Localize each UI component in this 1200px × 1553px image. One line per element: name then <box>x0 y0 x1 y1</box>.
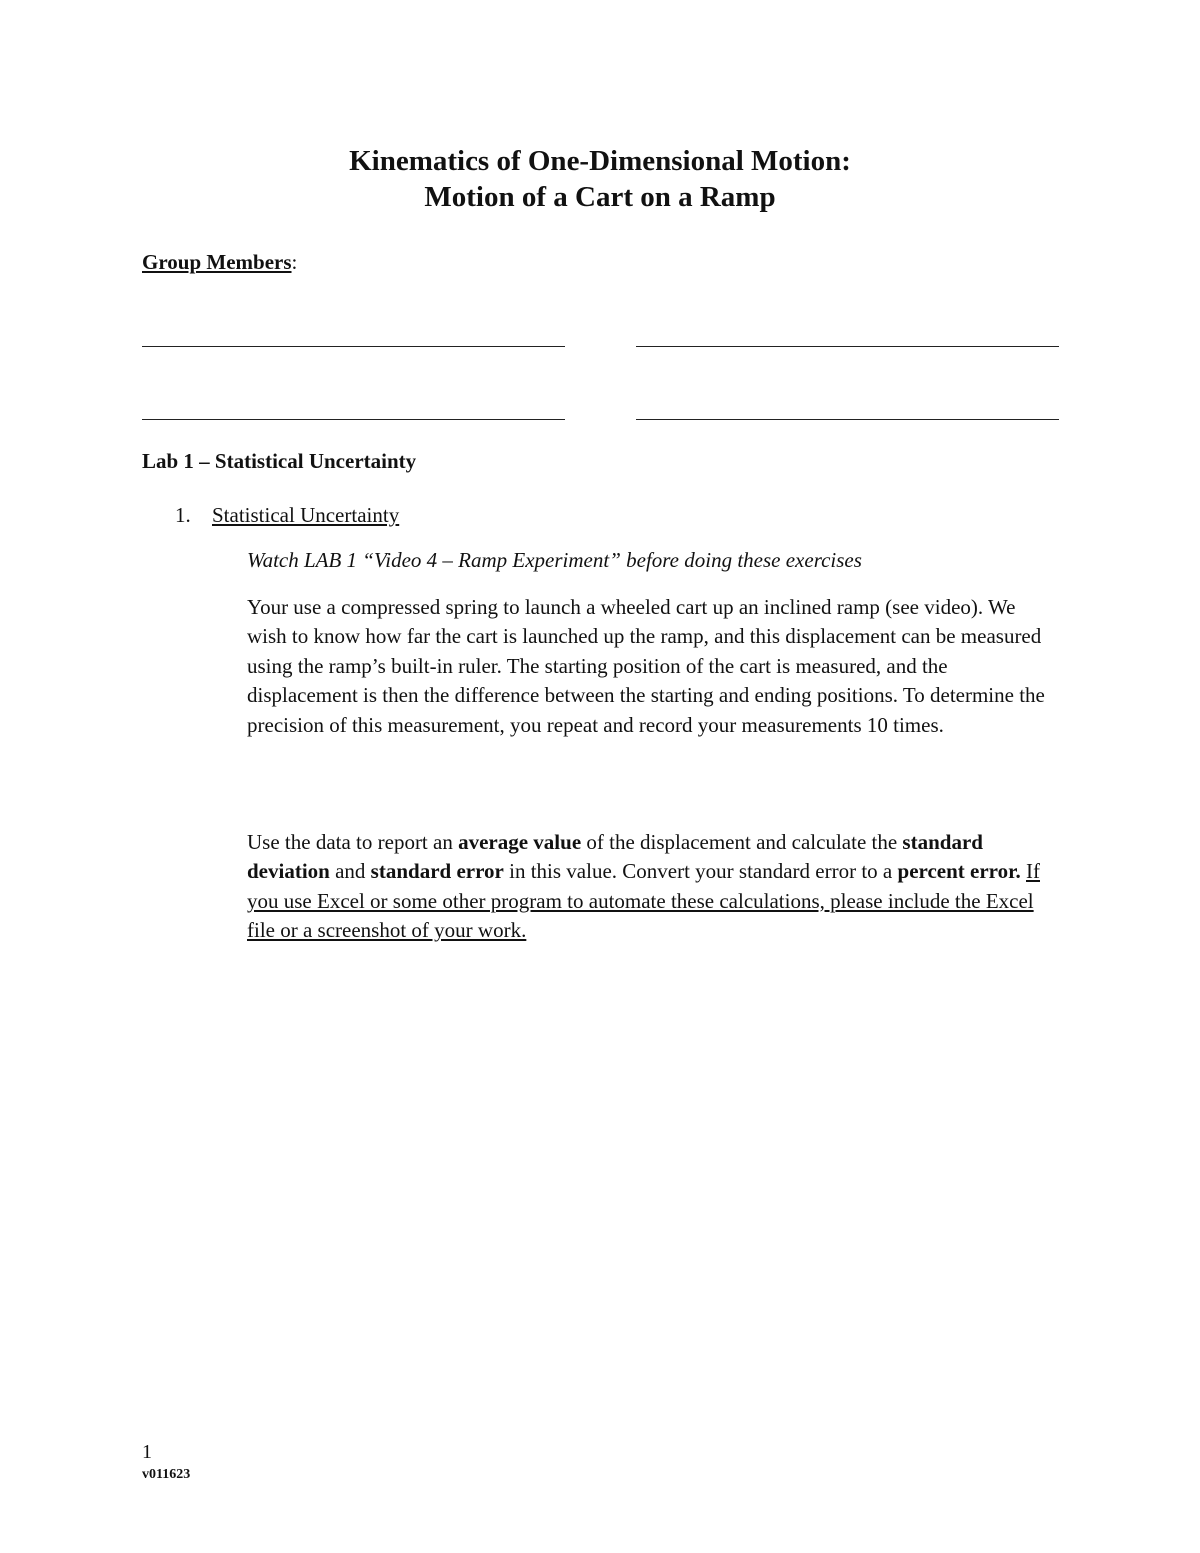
page-number: 1 <box>142 1441 152 1463</box>
group-members-colon: : <box>291 250 298 274</box>
section-heading: Lab 1 – Statistical Uncertainty <box>142 449 417 473</box>
task-bold-average-value: average value <box>458 830 582 854</box>
group-members-label <box>142 250 297 275</box>
task-bold-standard-error: standard error <box>370 859 504 884</box>
group-members-text: Group Members <box>142 250 292 274</box>
task-bold-percent-error: percent error. <box>897 859 1021 884</box>
task-instructions <box>247 828 1059 946</box>
task-text-4: in this value. Convert your standard error to a <box>503 859 898 884</box>
member-name-line-2[interactable] <box>636 346 1059 347</box>
list-item-title: Statistical Uncertainty <box>212 503 400 527</box>
experiment-description: Your use a compressed spring to launch a wheeled cart up an inclined ramp (see video). We wish to know how far the cart is launched up the ramp, and this displacement can be measured using the ramp’s built-in ruler. The starting position of the cart is measured, and the displacement is then the difference between the starting and ending positions. To determine the precision of this measurement, you repeat and record your measurements 10 times. <box>247 595 1045 737</box>
member-name-line-1[interactable] <box>142 346 565 347</box>
task-text-2: of the displacement and calculate the <box>581 830 903 854</box>
member-name-line-3[interactable] <box>142 419 565 420</box>
document-title-line-2: Motion of a Cart on a Ramp <box>424 181 776 213</box>
version-code: v011623 <box>142 1467 191 1482</box>
video-instruction: Watch LAB 1 “Video 4 – Ramp Experiment” before doing these exercises <box>247 548 862 572</box>
member-name-line-4[interactable] <box>636 419 1059 420</box>
list-item-number: 1. <box>175 503 191 527</box>
task-bold-standard-deviation: standard deviation <box>247 830 983 884</box>
task-text-1: Use the data to report an <box>247 830 459 854</box>
task-text-3: and <box>329 859 371 884</box>
task-underlined-note: If you use Excel or some other program to automate these calculations, please include the Excel file or a screenshot of your work. <box>247 859 1040 943</box>
document-title-line-1: Kinematics of One-Dimensional Motion: <box>349 145 851 177</box>
